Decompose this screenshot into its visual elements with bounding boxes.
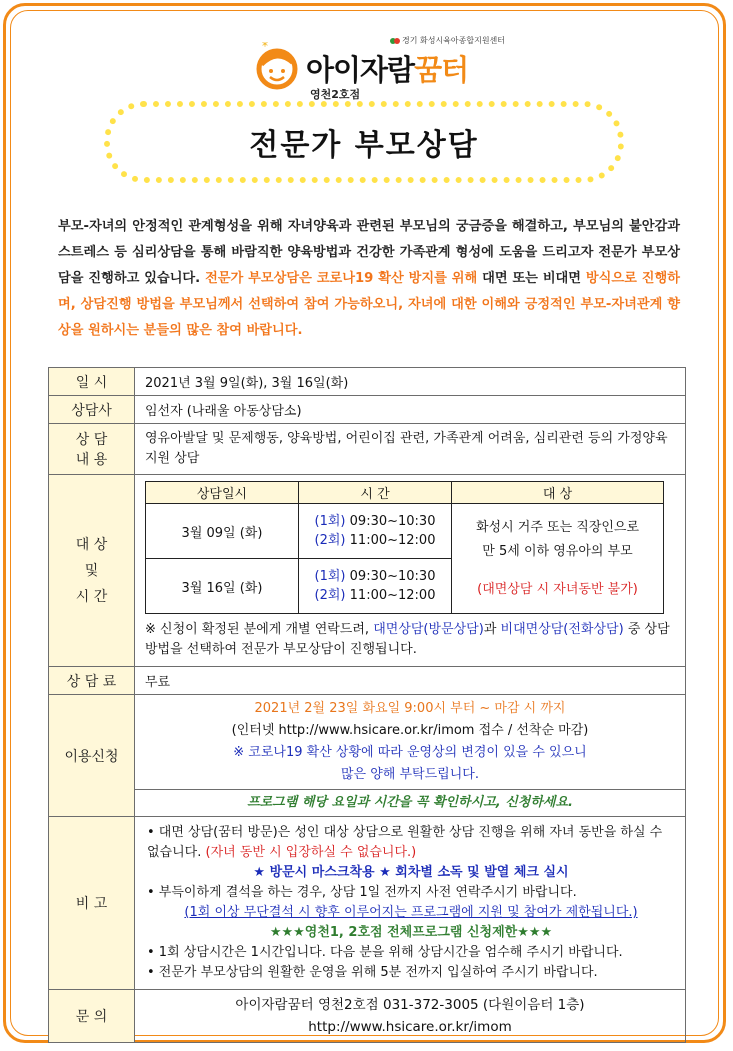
- schedule-header-date: 상담일시: [146, 482, 299, 504]
- notes-label: 비 고: [49, 817, 135, 990]
- apply-notice: ※ 코로나19 확산 상황에 따라 운영상의 변경이 있을 수 있으니: [233, 745, 587, 760]
- content-value: 영유아발달 및 문제행동, 양육방법, 어린이집 관련, 가족관계 어려움, 심리관련 등의 가정양육지원 상담: [135, 424, 686, 475]
- apply-period: 2021년 2월 23일 화요일 9:00시 부터 ~ 마감 시 까지: [254, 701, 566, 716]
- counselor-label: 상담사: [49, 396, 135, 424]
- note-bullet: • 부득이하게 결석을 하는 경우, 상담 1일 전까지 사전 연락주시기 바랍니다.: [147, 885, 577, 900]
- svg-text:*: *: [262, 42, 268, 53]
- row-counselor: [49, 396, 686, 424]
- schedule-date: 3월 09일 (화): [146, 504, 299, 559]
- apply-url: (인터넷 http://www.hsicare.or.kr/imom 접수 / 선착순 마감): [231, 723, 589, 738]
- schedule-table: [145, 481, 664, 614]
- schedule-date: 3월 16일 (화): [146, 559, 299, 614]
- note-bullet: • 대면 상담(꿈터 방문)은 성인 대상 상담으로 원활한 상담 진행을 위해 자녀 동반을 하실 수 없습니다. (자녀 동반 시 입장하실 수 없습니다.): [147, 825, 663, 860]
- row-contact: [49, 990, 686, 1043]
- apply-notice-2: 많은 양해 부탁드립니다.: [341, 767, 479, 782]
- row-fee: [49, 667, 686, 695]
- schedule-target: 화성시 거주 또는 직장인으로 만 5세 이하 영유아의 부모 (대면상담 시 자녀동반 불가): [452, 504, 664, 614]
- schedule-note: ※ 신청이 확정된 분에게 개별 연락드려, 대면상담(방문상담)과 비대면상담(전화상담) 중 상담 방법을 선택하여 전문가 부모상담이 진행됩니다.: [145, 622, 670, 657]
- contact-url[interactable]: http://www.hsicare.or.kr/imom: [308, 1019, 512, 1035]
- content-label: 상 담 내 용: [49, 424, 135, 475]
- logo-face-icon: [252, 42, 302, 92]
- target-label: 대 상 및 시 간: [49, 475, 135, 667]
- title-box: [104, 101, 624, 183]
- note-absence: (1회 이상 무단결석 시 향후 이루어지는 프로그램에 지원 및 참여가 제한됩니다.): [184, 905, 638, 920]
- row-content: [49, 424, 686, 475]
- date-label: 일 시: [49, 368, 135, 396]
- intro-paragraph: 부모-자녀의 안정적인 관계형성을 위해 자녀양육과 관련된 부모님의 궁금증을 해결하고, 부모님의 불안감과 스트레스 등 심리상담을 통해 바람직한 양육방법과 건강한 가족관계 형성에 도움을 드리고자 전문가 부모상담을 진행하고 있습니다. 전문가 부모상담은 코로나19 확산 방지를 위해 대면 또는 비대면 방식으로 진행하며, 상담진행 방법을 부모님께서 선택하여 참여 가능하오니, 자녀에 대한 이해와 긍정적인 부모-자녀관계 향상을 원하시는 분들의 많은 참여 바랍니다.: [58, 219, 681, 338]
- fee-value: 무료: [135, 667, 686, 695]
- org-mark-icon: [390, 37, 400, 45]
- contact-label: 문 의: [49, 990, 135, 1043]
- apply-reminder: 프로그램 해당 요일과 시간을 꼭 확인하시고, 신청하세요.: [135, 789, 685, 816]
- schedule-row: [146, 504, 664, 559]
- contact-cell: [135, 990, 686, 1043]
- schedule-header-target: 대 상: [452, 482, 664, 504]
- counselor-value: 임선자 (나래울 아동상담소): [135, 396, 686, 424]
- date-value: 2021년 3월 9일(화), 3월 16일(화): [135, 368, 686, 396]
- info-table: [48, 367, 686, 1043]
- row-apply: [49, 695, 686, 817]
- note-safety: ★ 방문시 마스크착용 ★ 회차별 소독 및 발열 체크 실시: [253, 865, 569, 880]
- note-bullet: • 전문가 부모상담의 원활한 운영을 위해 5분 전까지 입실하여 주시기 바랍니다.: [147, 965, 598, 980]
- logo-branch: 영천2호점: [310, 88, 361, 101]
- logo: [248, 30, 508, 102]
- contact-info: 아이자람꿈터 영천2호점 031-372-3005 (다원이음터 1층): [235, 997, 585, 1013]
- note-restriction: ★★★영천1, 2호점 전체프로그램 신청제한★★★: [269, 925, 553, 940]
- page-title: 전문가 부모상담: [249, 128, 479, 163]
- schedule-header: [146, 482, 664, 504]
- row-notes: [49, 817, 686, 990]
- fee-label: 상 담 료: [49, 667, 135, 695]
- schedule-time: (1회) 09:30~10:30 (2회) 11:00~12:00: [299, 504, 452, 559]
- logo-org: 경기 화성시육아종합지원센터: [390, 35, 505, 46]
- notes-cell: [135, 817, 686, 990]
- logo-name: 아이자람꿈터: [306, 53, 469, 87]
- apply-cell: [135, 695, 686, 817]
- apply-label: 이용신청: [49, 695, 135, 817]
- schedule-header-time: 시 간: [299, 482, 452, 504]
- row-target: [49, 475, 686, 667]
- target-cell: [135, 475, 686, 667]
- apply-info: [135, 695, 685, 789]
- row-date: [49, 368, 686, 396]
- schedule-time: (1회) 09:30~10:30 (2회) 11:00~12:00: [299, 559, 452, 614]
- note-bullet: • 1회 상담시간은 1시간입니다. 다음 분을 위해 상담시간을 엄수해 주시기 바랍니다.: [147, 945, 623, 960]
